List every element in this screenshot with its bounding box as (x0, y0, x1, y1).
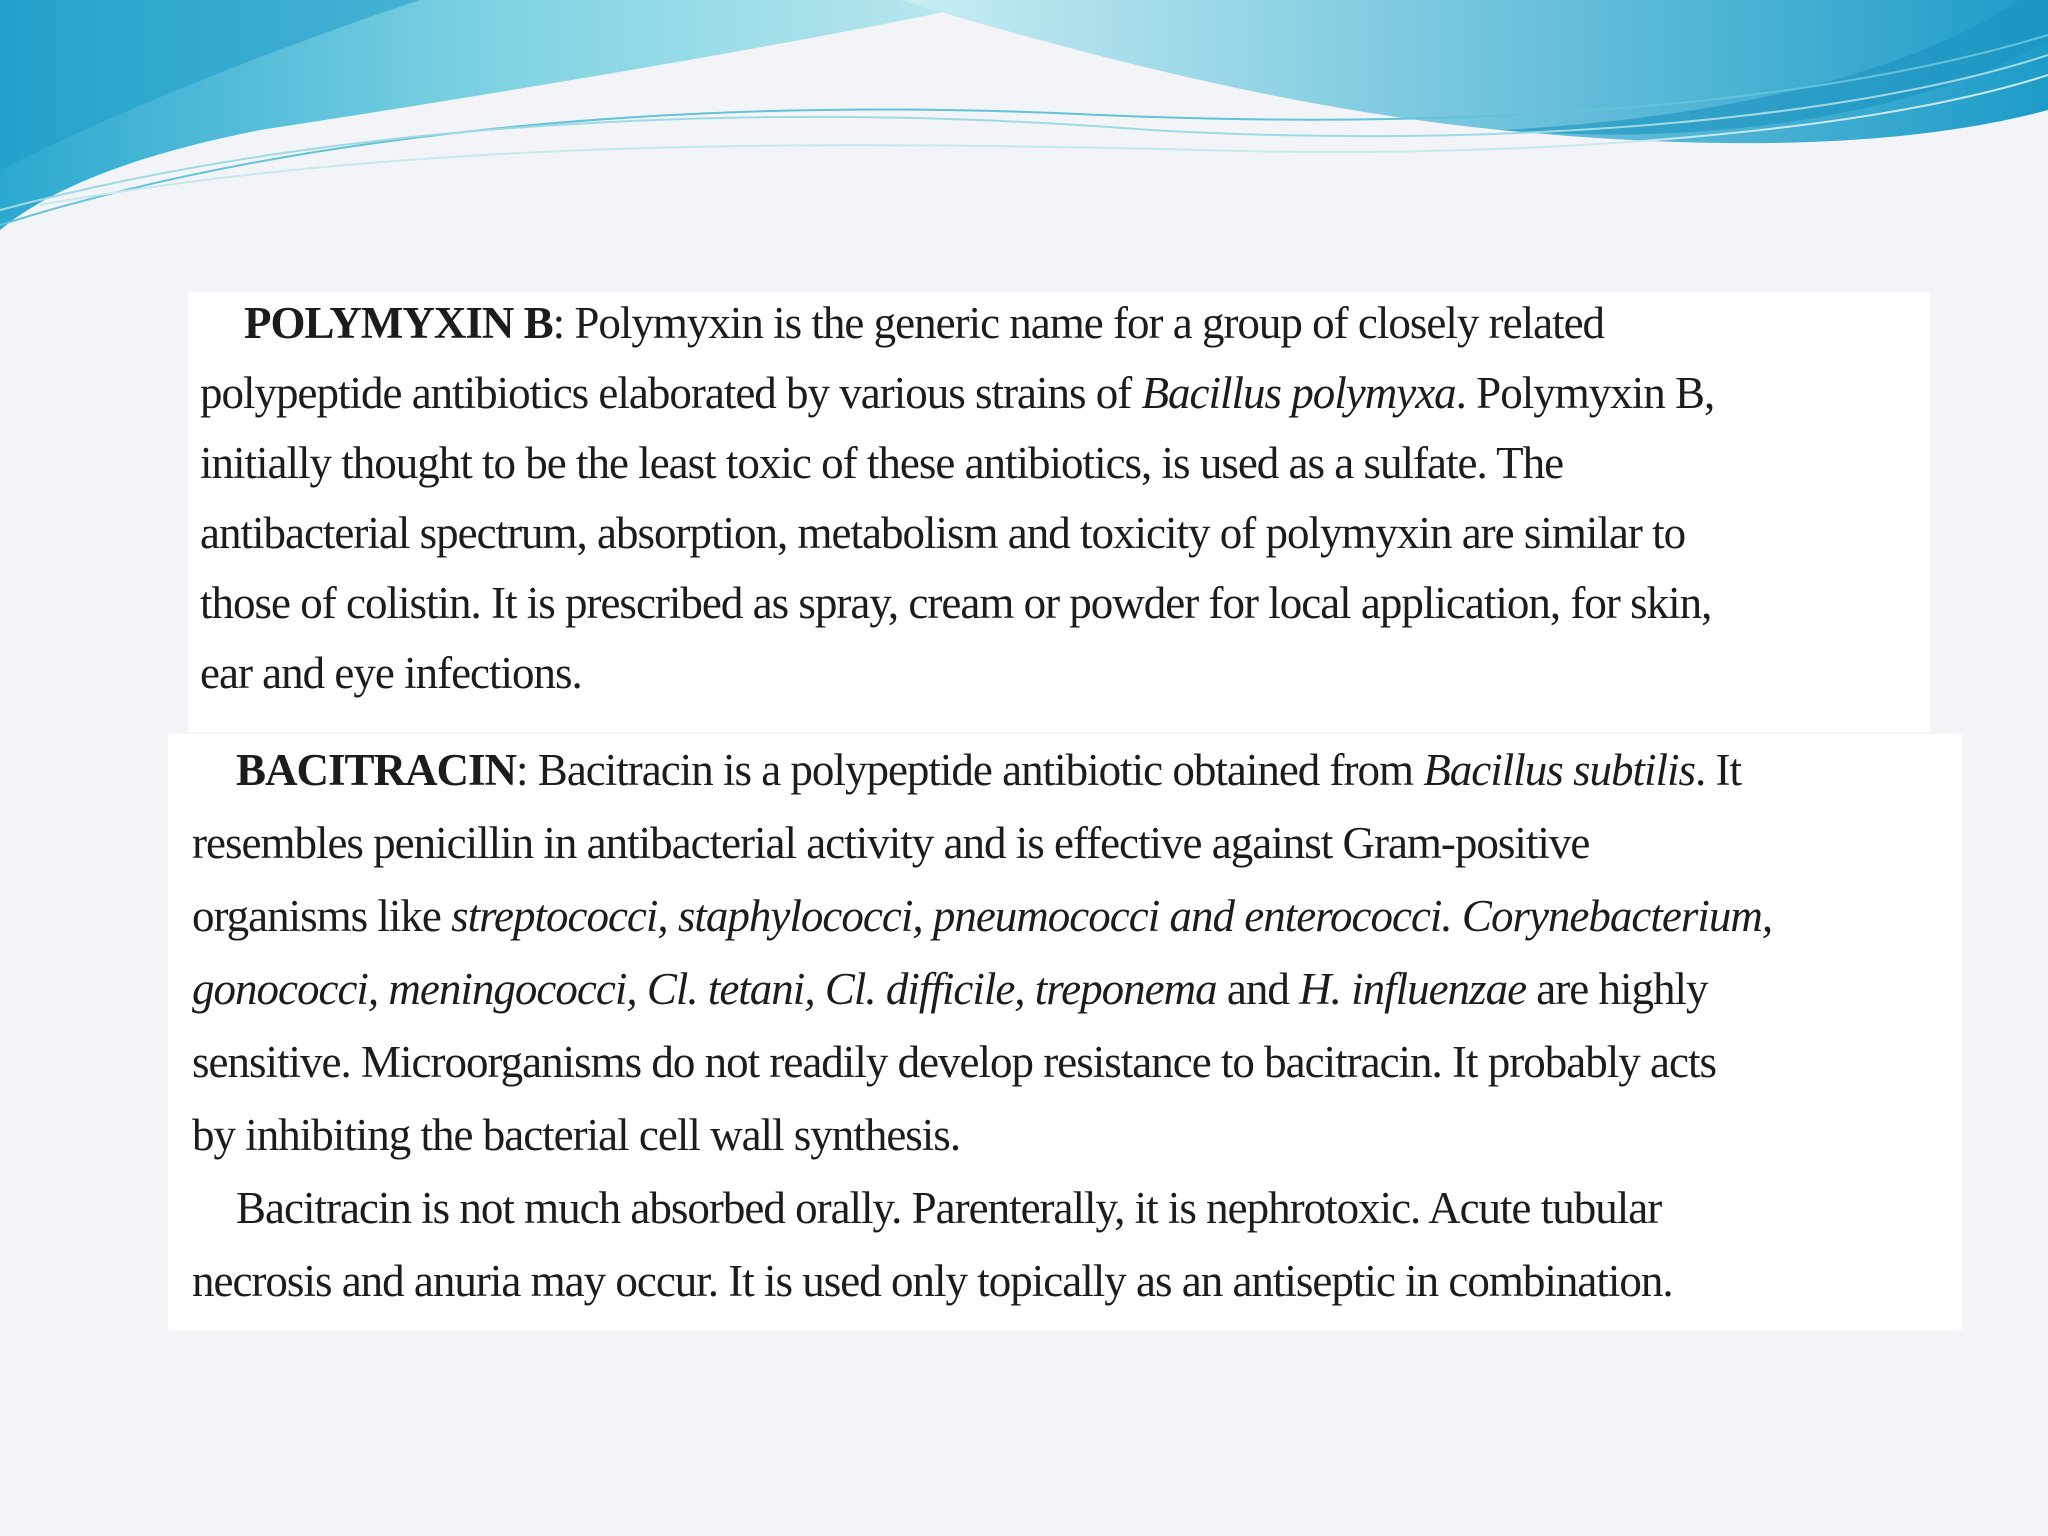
polymyxin-line-2-text-a: polypeptide antibiotics elaborated by various strains of (200, 368, 1142, 418)
polymyxin-line-6: ear and eye infections. (200, 648, 582, 698)
polymyxin-line-1 (200, 288, 1930, 358)
bacitracin-line-7: Bacitracin is not much absorbed orally. Parenterally, it is nephrotoxic. Acute tubular (236, 1183, 1662, 1233)
polymyxin-line-2-text-c: . Polymyxin B, (1455, 368, 1715, 418)
bacitracin-line-5: sensitive. Microorganisms do not readily develop resistance to bacitracin. It probably acts (192, 1037, 1716, 1087)
polymyxin-heading: POLYMYXIN B (244, 298, 553, 348)
bacitracin-heading: BACITRACIN (236, 745, 517, 795)
bacitracin-organism-list-2: gonococci, meningococci, Cl. tetani, Cl. difficile, treponema (192, 964, 1217, 1014)
bacitracin-line-6: by inhibiting the bacterial cell wall synthesis. (192, 1110, 961, 1160)
bacitracin-line-1 (192, 734, 1962, 807)
bacitracin-line-8: necrosis and anuria may occur. It is used only topically as an antiseptic in combination. (192, 1256, 1673, 1306)
bacitracin-species-name: Bacillus subtilis (1423, 745, 1696, 795)
polymyxin-line-3: initially thought to be the least toxic of these antibiotics, is used as a sulfate. The (200, 438, 1564, 488)
bacitracin-line-3 (192, 880, 1962, 953)
bacitracin-line-3-text-a: organisms like (192, 891, 452, 941)
bacitracin-line-1-text-c: . It (1695, 745, 1742, 795)
polymyxin-line-2 (200, 358, 1930, 428)
polymyxin-line-4: antibacterial spectrum, absorption, metabolism and toxicity of polymyxin are similar to (200, 508, 1686, 558)
bacitracin-organism-h-influenzae: H. influenzae (1299, 964, 1527, 1014)
bacitracin-line-1-text-a: : Bacitracin is a polypeptide antibiotic obtained from (516, 745, 1424, 795)
polymyxin-line-1-text: : Polymyxin is the generic name for a group of closely related (552, 298, 1605, 348)
polymyxin-species-name: Bacillus polymyxa (1141, 368, 1456, 418)
bacitracin-line-4 (192, 953, 1962, 1026)
polymyxin-b-excerpt (188, 292, 1930, 732)
bacitracin-excerpt (168, 734, 1962, 1330)
header-wave-decoration (0, 0, 2048, 240)
bacitracin-organism-list-1: streptococci, staphylococci, pneumococci and enterococci. Corynebacterium, (451, 891, 1773, 941)
bacitracin-line-4-text-d: are highly (1526, 964, 1708, 1014)
polymyxin-line-5: those of colistin. It is prescribed as spray, cream or powder for local application, for skin, (200, 578, 1712, 628)
bacitracin-line-2: resembles penicillin in antibacterial activity and is effective against Gram-positive (192, 818, 1590, 868)
bacitracin-line-4-and: and (1216, 964, 1300, 1014)
